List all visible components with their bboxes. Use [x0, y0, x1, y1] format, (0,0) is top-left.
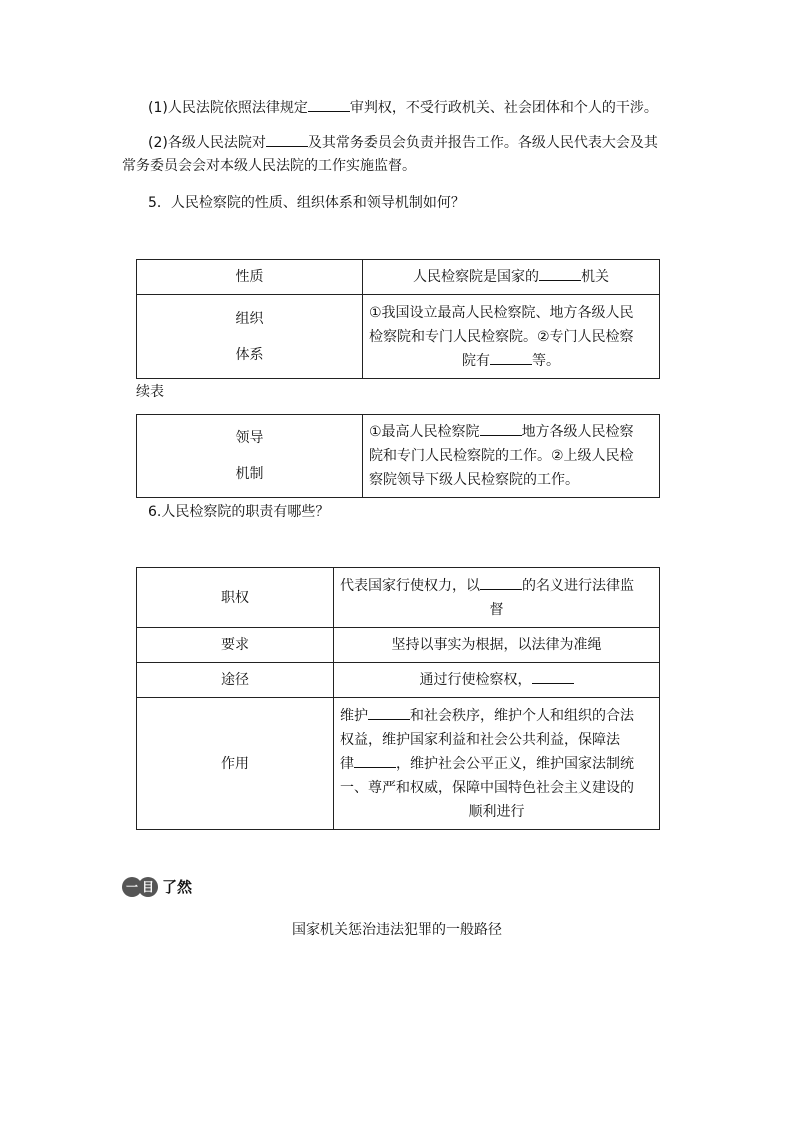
table-cell-key: 职权 [137, 568, 334, 628]
cell-text: 顺利进行 [468, 803, 525, 820]
table-cell-value [334, 698, 660, 830]
fill-blank [532, 669, 574, 684]
table-cell-value: 坚持以事实为根据，以法律为准绳 [334, 628, 660, 663]
badge-label: 了然 [162, 878, 193, 896]
table-cell-value [334, 568, 660, 628]
cell-text: 地方各级人民检察 [521, 424, 634, 440]
fill-blank [539, 266, 581, 281]
fill-blank [308, 97, 350, 112]
table-cell-value [334, 663, 660, 698]
fill-blank [266, 132, 308, 147]
paragraph-2-line-2: 常务委员会会对本级人民法院的工作实施监督。 [122, 158, 416, 174]
cell-text: 维护 [340, 707, 368, 724]
fill-blank [354, 753, 396, 768]
cell-text: ①我国设立最高人民检察院、地方各级人民 [369, 304, 634, 321]
cell-text: 等。 [532, 352, 560, 369]
cell-text: 检察院和专门人民检察院。②专门人民检察 [369, 328, 634, 345]
question-6: 6.人民检察院的职责有哪些？ [148, 504, 330, 520]
cell-text: 人民检察院是国家的 [413, 269, 539, 285]
table-cell-key: 途径 [137, 663, 334, 698]
paragraph-1-part-a: (1)人民法院依照法律规定 [148, 100, 308, 116]
cell-text: 体系 [235, 346, 264, 363]
table-cell-value [363, 415, 660, 498]
table-cell-value [363, 295, 660, 379]
table-procuratorate-duties [136, 567, 660, 830]
cell-text: 机关 [581, 269, 609, 285]
table-cell-key: 作用 [137, 698, 334, 830]
continued-label: 续表 [136, 384, 164, 400]
cell-text-line [340, 752, 653, 776]
paragraph-2-part-a: (2)各级人民法院对 [148, 135, 266, 151]
paragraph-1-part-b: 审判权，不受行政机关、社会团体和个人的干涉。 [349, 100, 658, 116]
fill-blank [490, 350, 532, 365]
table-procuratorate-nature [136, 259, 660, 379]
cell-text: 领导 [235, 430, 264, 446]
question-5: 5．人民检察院的性质、组织体系和领导机制如何？ [148, 195, 465, 211]
table-cell-value [363, 260, 660, 295]
cell-text: 代表国家行使权力，以 [340, 577, 480, 594]
section-heading: 国家机关惩治违法犯罪的一般路径 [292, 922, 502, 938]
badge-circle: 目 [138, 877, 158, 897]
table-procuratorate-leadership [136, 414, 660, 498]
cell-text-line [340, 574, 653, 598]
cell-text: 院和专门人民检察院的工作。②上级人民检 [369, 448, 634, 464]
fill-blank [480, 421, 522, 436]
cell-text: 察院领导下级人民检察院的工作。 [369, 472, 579, 488]
section-badge [122, 876, 192, 897]
table-cell-key [137, 415, 363, 498]
cell-text: 机制 [235, 466, 264, 482]
table-cell-key: 性质 [137, 260, 363, 295]
cell-text: 权益，维护国家利益和社会公共利益，保障法 [340, 731, 620, 748]
paragraph-1 [148, 97, 658, 118]
cell-text-line [369, 420, 653, 444]
cell-text: 和社会秩序，维护个人和组织的合法 [410, 707, 634, 724]
cell-text: ①最高人民检察院 [369, 424, 480, 440]
cell-text: ，维护社会公平正义，维护国家法制统 [396, 755, 634, 772]
cell-text-line [340, 704, 653, 728]
cell-text-line [369, 349, 653, 373]
paragraph-2-part-b: 及其常务委员会负责并报告工作。各级人民代表大会及其 [307, 135, 658, 151]
fill-blank [480, 575, 522, 590]
paragraph-2-line-1 [148, 132, 658, 153]
cell-text: 的名义进行法律监 [522, 577, 634, 594]
cell-text: 院有 [462, 352, 490, 369]
table-cell-key [137, 295, 363, 379]
cell-text: 律 [340, 755, 354, 772]
cell-text: 一、尊严和权威，保障中国特色社会主义建设的 [340, 779, 634, 796]
cell-text: 组织 [235, 310, 264, 327]
table-cell-key: 要求 [137, 628, 334, 663]
fill-blank [368, 705, 410, 720]
cell-text: 督 [489, 601, 504, 618]
badge-circle: 一 [122, 877, 142, 897]
cell-text: 通过行使检察权， [419, 672, 532, 688]
